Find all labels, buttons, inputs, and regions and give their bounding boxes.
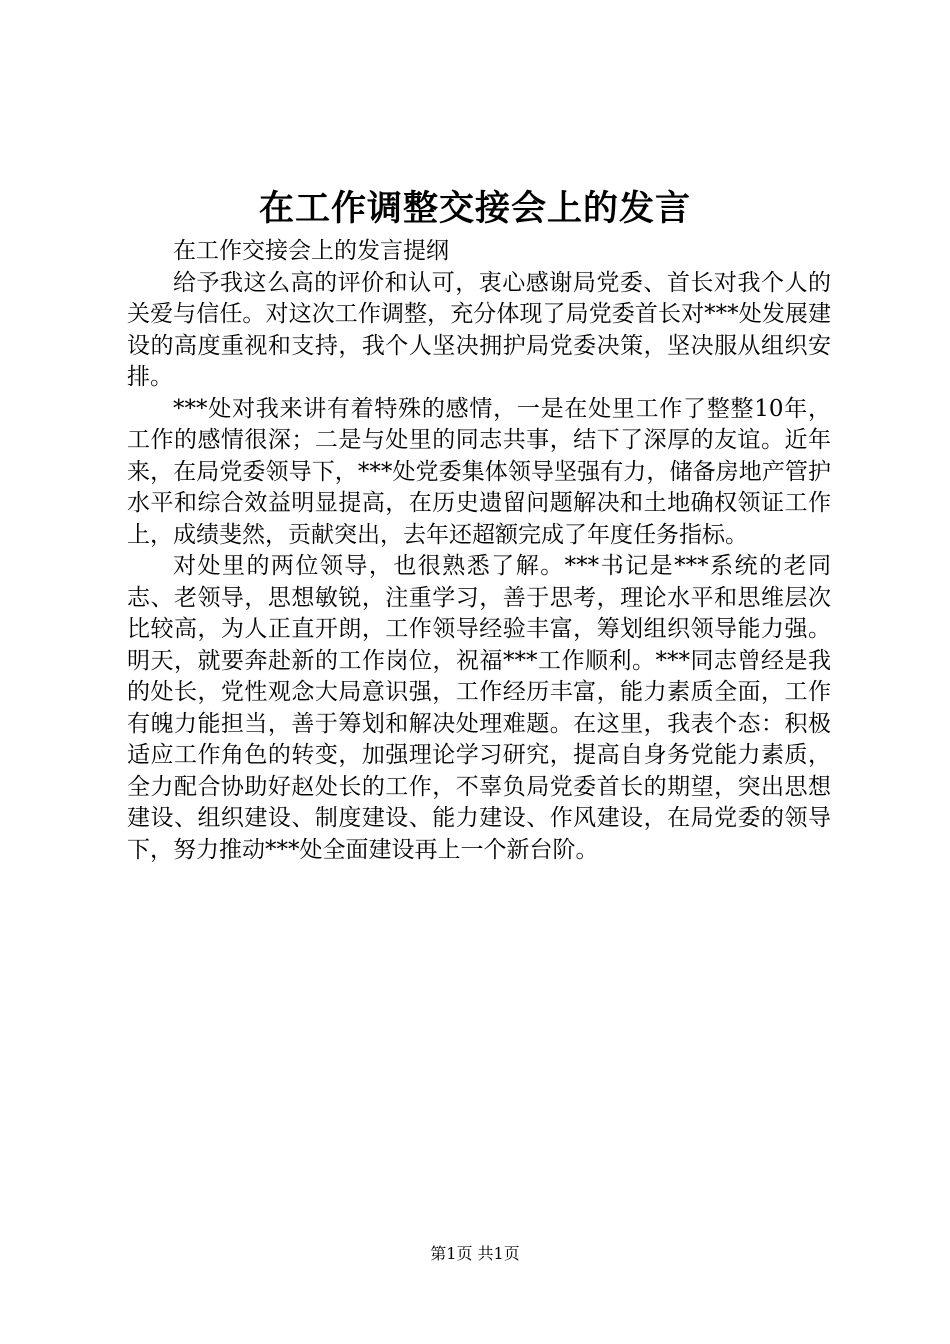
- document-title: 在工作调整交接会上的发言: [258, 188, 691, 229]
- paragraph: 给予我这么高的评价和认可，衷心感谢局党委、首长对我个人的关爱与信任。对这次工作调整，充分体现了局党委首长对***处发展建设的高度重视和支持，我个人坚决拥护局党委决策，坚决服从组织安排。: [127, 269, 831, 390]
- paragraph-subtitle: 在工作交接会上的发言提纲: [173, 238, 449, 264]
- page-footer: 第1页 共1页: [430, 1244, 520, 1263]
- paragraph: 对处里的两位领导，也很熟悉了解。***书记是***系统的老同志、老领导，思想敏锐，注重学习，善于思考，理论水平和思维层次比较高，为人正直开朗，工作领导经验丰富，筹划组织领导能力强。明天，就要奔赴新的工作岗位，祝福***工作顺利。***同志曾经是我的处长，党性观念大局意识强，工作经历丰富，能力素质全面，工作有魄力能担当，善于筹划和解决处理难题。在这里，我表个态：积极适应工作角色的转变，加强理论学习研究，提高自身务党能力素质，全力配合协助好赵处长的工作，不辜负局党委首长的期望，突出思想建设、组织建设、制度建设、能力建设、作风建设，在局党委的领导下，努力推动***处全面建设再上一个新台阶。: [127, 553, 831, 863]
- paragraph: ***处对我来讲有着特殊的感情，一是在处里工作了整整10年，工作的感情很深；二是与处里的同志共事，结下了深厚的友谊。近年来，在局党委领导下，***处党委集体领导坚强有力，储备房地产管护水平和综合效益明显提高，在历史遗留问题解决和土地确权领证工作上，成绩斐然，贡献突出，去年还超额完成了年度任务指标。: [127, 395, 831, 548]
- document-body: [127, 236, 831, 866]
